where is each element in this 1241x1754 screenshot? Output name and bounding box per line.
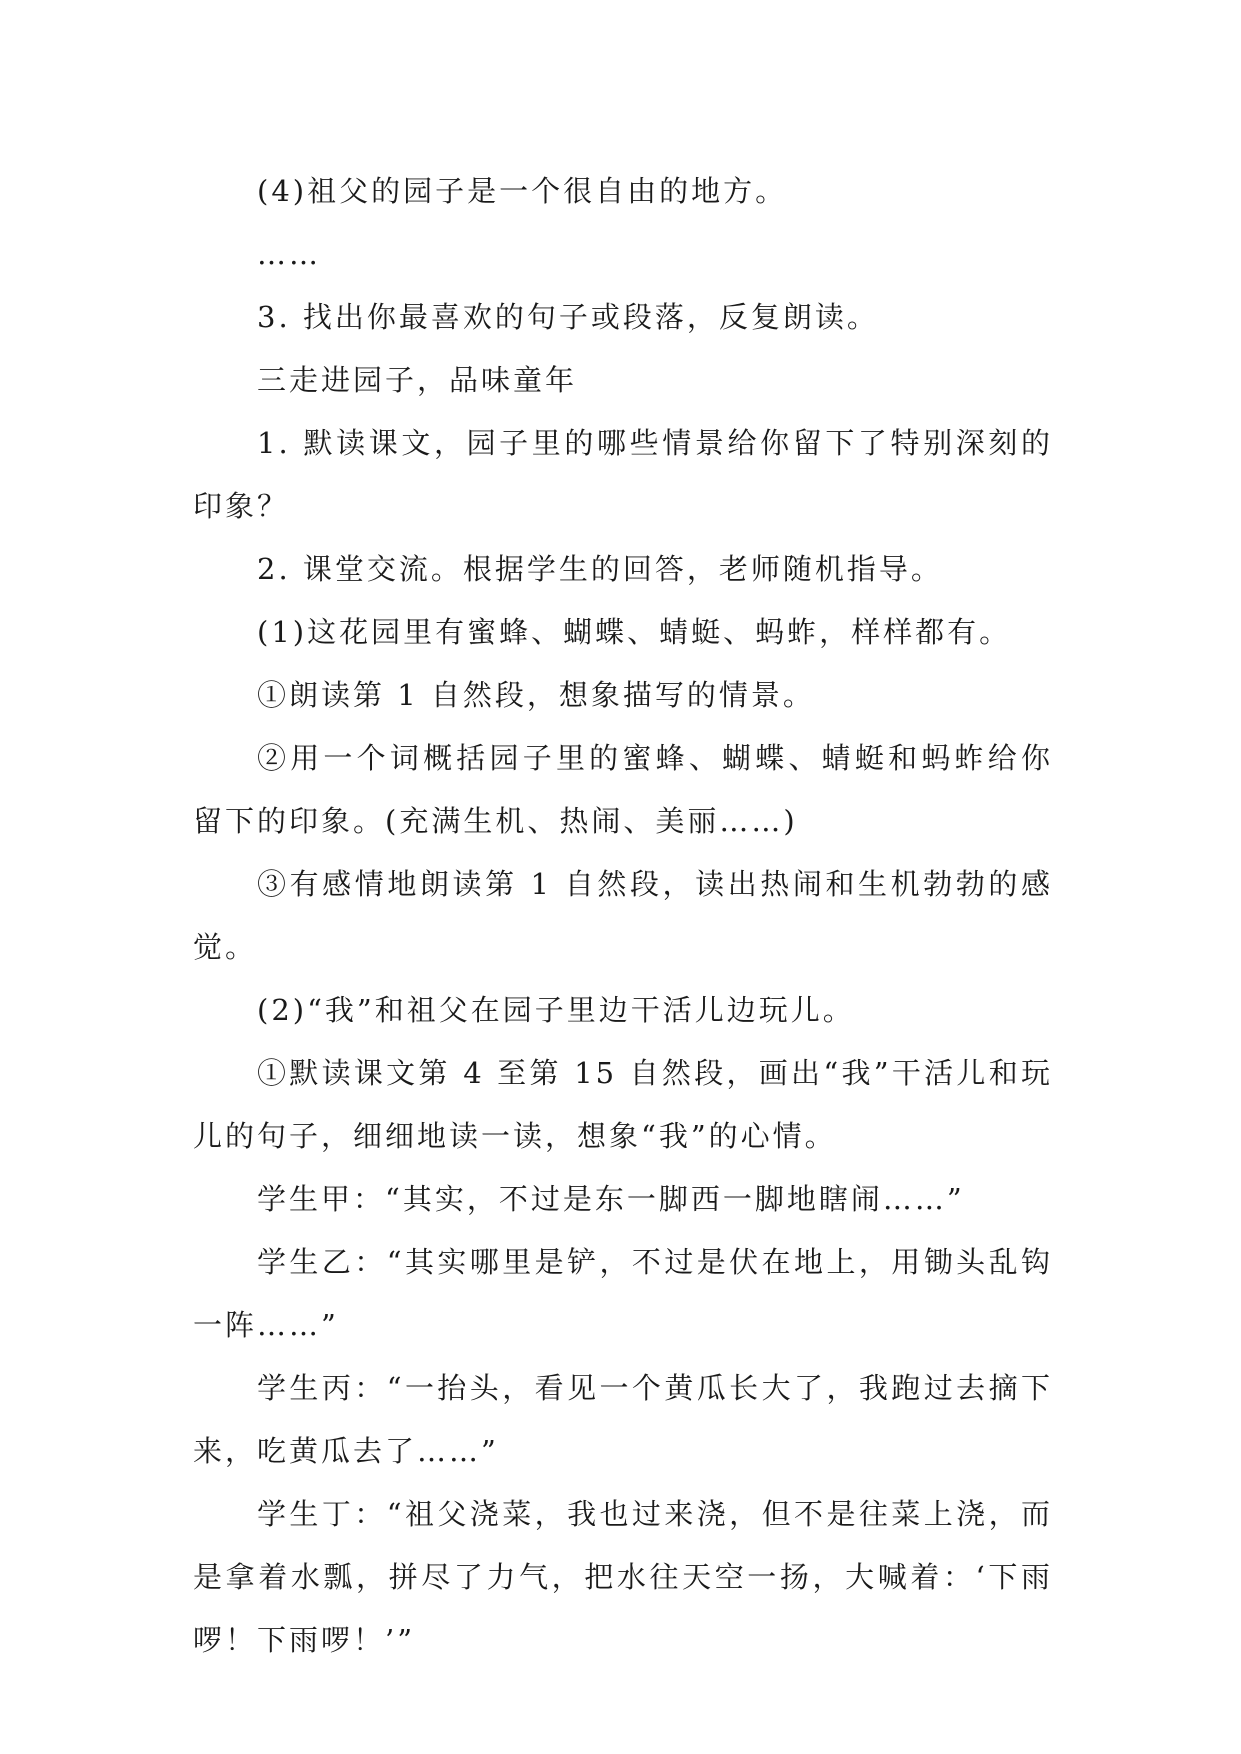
paragraph: (4)祖父的园子是一个很自由的地方。: [257, 174, 788, 208]
paragraph: 学生丁：“祖父浇菜，我也过来浇，但不是往菜上浇，而是拿着水瓢，拼尽了力气，把水往天空一扬，大喊着：‘下雨啰！下雨啰！’”: [193, 1497, 1053, 1657]
section-heading: 三走进园子，品味童年: [257, 363, 578, 397]
paragraph: 2. 课堂交流。根据学生的回答，老师随机指导。: [257, 552, 943, 586]
paragraph: 学生甲：“其实，不过是东一脚西一脚地瞎闹……”: [257, 1182, 965, 1216]
paragraph: ②用一个词概括园子里的蜜蜂、蝴蝶、蜻蜓和蚂蚱给你留下的印象。(充满生机、热闹、美丽……): [193, 741, 1053, 838]
paragraph: (1)这花园里有蜜蜂、蝴蝶、蜻蜓、蚂蚱，样样都有。: [257, 615, 1012, 649]
paragraph: ①默读课文第 4 至第 15 自然段，画出“我”干活儿和玩儿的句子，细细地读一读，想象“我”的心情。: [193, 1056, 1053, 1153]
paragraph: 1. 默读课文，园子里的哪些情景给你留下了特别深刻的印象？: [193, 426, 1053, 523]
paragraph: ①朗读第 1 自然段，想象描写的情景。: [257, 678, 815, 712]
paragraph: 学生丙：“一抬头，看见一个黄瓜长大了，我跑过去摘下来，吃黄瓜去了……”: [193, 1371, 1053, 1468]
paragraph: ③有感情地朗读第 1 自然段，读出热闹和生机勃勃的感觉。: [193, 867, 1053, 964]
document-body: [193, 160, 1053, 1672]
paragraph: (2)“我”和祖父在园子里边干活儿边玩儿。: [257, 993, 855, 1027]
paragraph: ……: [257, 237, 321, 271]
paragraph: 3. 找出你最喜欢的句子或段落，反复朗读。: [257, 300, 879, 334]
paragraph: 学生乙：“其实哪里是铲，不过是伏在地上，用锄头乱钩一阵……”: [193, 1245, 1053, 1342]
